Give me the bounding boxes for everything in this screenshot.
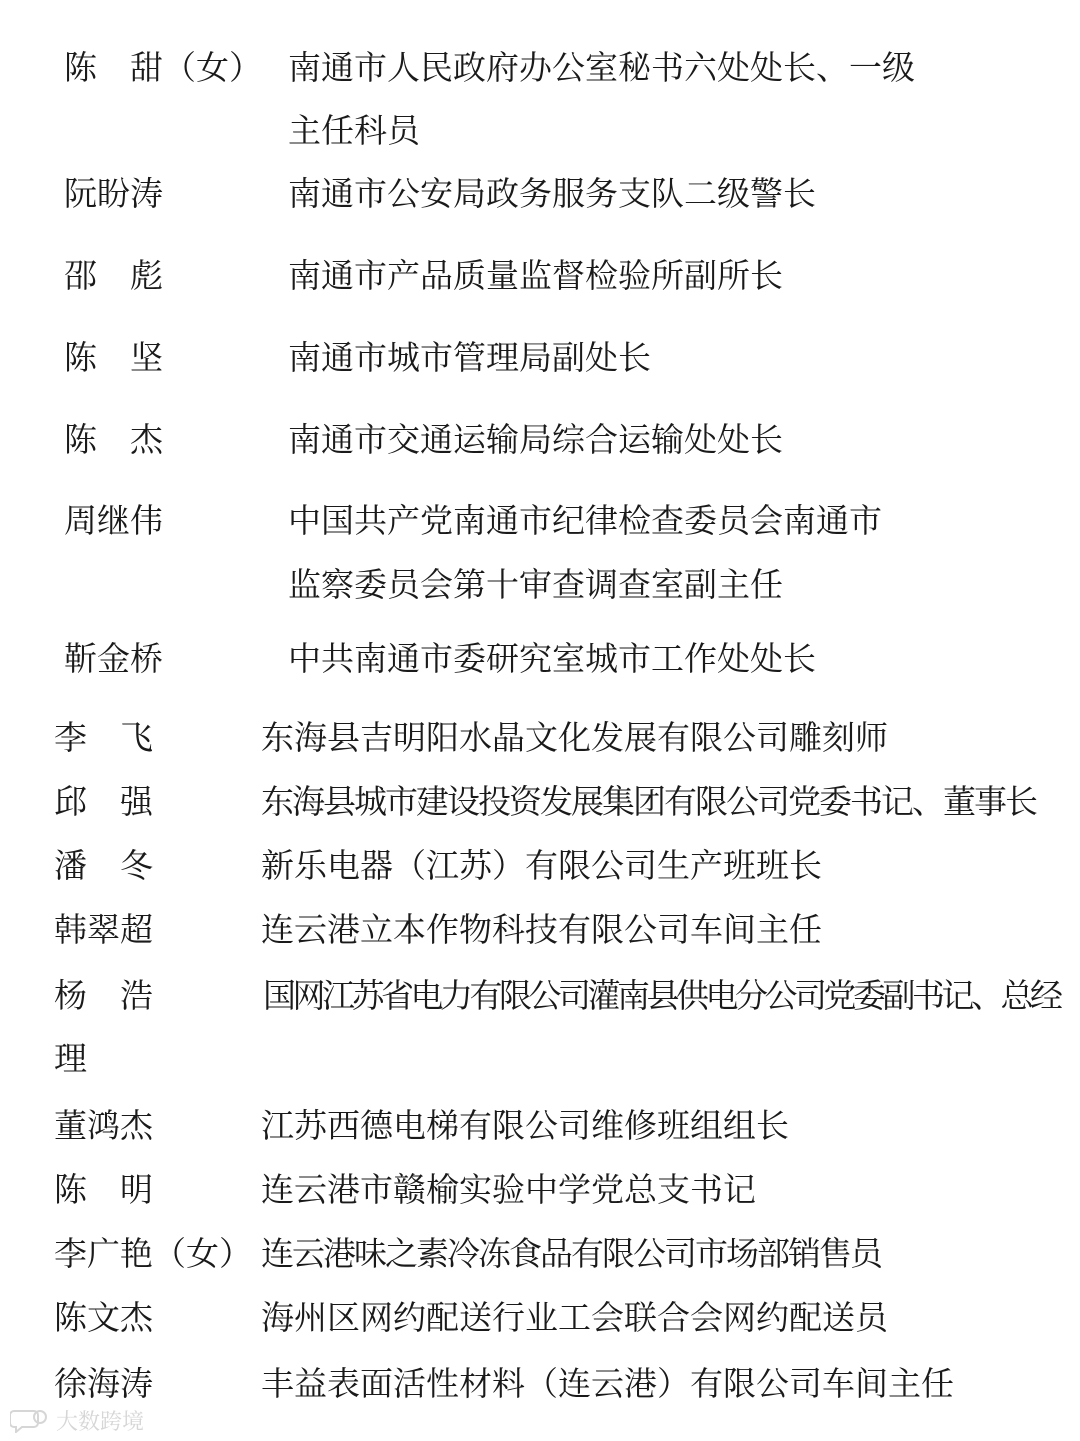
person-name: 陈 甜（女）: [64, 48, 262, 87]
person-name: 邱 强: [54, 782, 153, 821]
person-title-continuation: 理: [54, 1039, 87, 1078]
person-name: 李 飞: [54, 718, 153, 757]
person-name: 董鸿杰: [54, 1106, 153, 1145]
person-title-continuation: 监察委员会第十审查调查室副主任: [288, 565, 783, 604]
person-title: 连云港味之素冷冻食品有限公司市场部销售员: [261, 1234, 881, 1273]
person-name: 邵 彪: [64, 256, 163, 295]
person-title-continuation: 主任科员: [288, 111, 420, 150]
person-title: 东海县吉明阳水晶文化发展有限公司雕刻师: [261, 718, 888, 757]
watermark-text: 大数跨境: [56, 1409, 145, 1435]
list-item: [0, 326, 1080, 390]
person-title: 连云港市赣榆实验中学党总支书记: [261, 1170, 756, 1209]
chat-bubble-logo-icon: [10, 1407, 50, 1433]
list-item: [0, 408, 1080, 472]
person-name: 陈文杰: [54, 1298, 153, 1337]
person-title: 南通市城市管理局副处长: [288, 338, 651, 377]
person-title: 南通市产品质量监督检验所副所长: [288, 256, 783, 295]
person-title: 江苏西德电梯有限公司维修班组组长: [261, 1106, 789, 1145]
person-title: 丰益表面活性材料（连云港）有限公司车间主任: [261, 1364, 954, 1403]
person-title: 南通市公安局政务服务支队二级警长: [288, 174, 816, 213]
person-title: 南通市交通运输局综合运输处处长: [288, 420, 783, 459]
person-title: 中国共产党南通市纪律检查委员会南通市: [288, 501, 882, 540]
list-item: [0, 36, 1080, 100]
list-item: [0, 162, 1080, 226]
person-name: 潘 冬: [54, 846, 153, 885]
list-item: [0, 1094, 1080, 1158]
person-name: 阮盼涛: [64, 174, 163, 213]
person-title: 海州区网约配送行业工会联合会网约配送员: [261, 1298, 888, 1337]
person-title: 连云港立本作物科技有限公司车间主任: [261, 910, 822, 949]
list-item: [0, 770, 1080, 834]
list-item: [0, 489, 1080, 553]
person-title: 新乐电器（江苏）有限公司生产班班长: [261, 846, 822, 885]
list-item: [0, 1352, 1080, 1416]
watermark: [10, 1404, 144, 1436]
person-name: 陈 明: [54, 1170, 153, 1209]
list-item: [0, 898, 1080, 962]
person-title: 国网江苏省电力有限公司灌南县供电分公司党委副书记、总经: [263, 976, 1060, 1015]
person-name: 靳金桥: [64, 639, 163, 678]
person-title: 南通市人民政府办公室秘书六处处长、一级: [288, 48, 915, 87]
list-item: [0, 627, 1080, 691]
person-name: 陈 坚: [64, 338, 163, 377]
list-item: [0, 834, 1080, 898]
person-title: 东海县城市建设投资发展集团有限公司党委书记、董事长: [261, 782, 1036, 821]
list-item: [0, 244, 1080, 308]
person-name: 韩翠超: [54, 910, 153, 949]
list-item: [0, 1158, 1080, 1222]
person-name: 徐海涛: [54, 1364, 153, 1403]
person-name: 陈 杰: [64, 420, 163, 459]
person-name: 李广艳（女）: [54, 1234, 252, 1273]
list-item: [0, 1222, 1080, 1286]
person-title: 中共南通市委研究室城市工作处处长: [288, 639, 816, 678]
list-item: [0, 706, 1080, 770]
list-item: [0, 964, 1080, 1028]
list-item: [0, 1286, 1080, 1350]
person-name: 杨 浩: [54, 976, 153, 1015]
person-name: 周继伟: [64, 501, 163, 540]
